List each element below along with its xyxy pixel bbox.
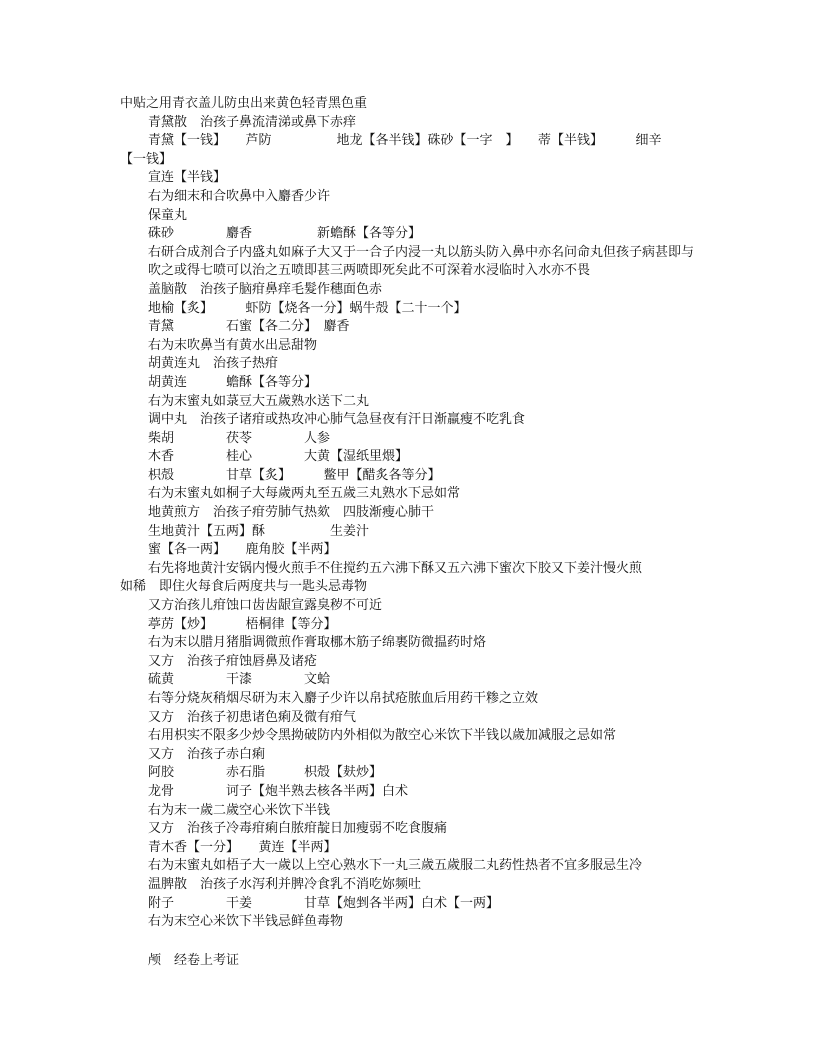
text-line: 柴胡 茯苓 人参 [148, 430, 331, 446]
text-line: 调中丸 治孩子诸疳或热攻冲心肺气急昼夜有汗日渐羸瘦不吃乳食 [148, 412, 526, 428]
text-line: 胡黄连 蟾酥【各等分】 [148, 374, 318, 390]
text-line: 右为末蜜丸如菉豆大五歲熟水送下二丸 [148, 393, 370, 409]
text-line: 生地黄汁【五两】酥 生姜汁 [148, 523, 370, 539]
text-line: 又方 治孩子赤白痢 [148, 746, 266, 762]
text-line: 又方 治孩子初患诸色痢及微有疳气 [148, 709, 357, 725]
text-line: 青黛【一钱】 芦防 地龙【各半钱】硃砂【一字 】 蒂【半钱】 细辛 [148, 133, 662, 149]
text-line: 木香 桂心 大黄【湿纸里煨】 [148, 449, 409, 465]
text-line: 右为末一歲二歲空心米饮下半钱 [148, 802, 331, 818]
text-line: 青黛 石蜜【各二分】 麝香 [148, 319, 350, 335]
document-body [120, 95, 700, 970]
text-line: 右为末吹鼻当有黄水出忌甜物 [148, 337, 318, 353]
text-line: 右为细末和合吹鼻中入麝香少许 [148, 188, 331, 204]
section-gap [120, 932, 700, 952]
text-line: 保童丸 [148, 207, 188, 223]
text-line: 青黛散 治孩子鼻流清涕或鼻下赤痒 [148, 114, 357, 130]
text-line: 右为末以腊月猪脂调微煎作膏取梛木筋子绵裹防微揾药时烙 [148, 635, 487, 651]
text-line: 右为末蜜丸如桐子大每歲两丸至五歲三丸熟水下忌如常 [148, 486, 461, 502]
text-line: 右为末空心米饮下半钱忌鲜鱼毒物 [148, 914, 344, 930]
text-line: 又方治孩儿疳蚀口齿齿龈宣露臭秽不可近 [148, 598, 383, 614]
text-line: 硫黄 干漆 文蛤 [148, 672, 331, 688]
text-line: 附子 干姜 甘草【炮剉各半两】白术【一两】 [148, 895, 500, 911]
text-line: 温脾散 治孩子水泻利并脾冷食乳不消吃妳频吐 [148, 876, 422, 892]
text-line: 右等分烧灰稍烟尽研为末入麝子少许以帛拭疮脓血后用药干糁之立效 [148, 691, 539, 706]
text-line: 胡黄连丸 治孩子热疳 [148, 356, 279, 372]
text-line: 龙骨 诃子【炮半熟去核各半两】白术 [148, 783, 409, 799]
text-line: 硃砂 麝香 新蟾酥【各等分】 [148, 226, 422, 242]
text-line: 【一钱】 [120, 151, 173, 167]
text-line: 蜜【各一两】 鹿角胶【半两】 [148, 542, 337, 558]
text-line: 右先将地黄汁安锅内慢火煎手不住搅约五六沸下酥又五六沸下蜜次下胶又下姜汁慢火煎 [148, 560, 643, 576]
text-line: 如稀 即住火每食后两度共与一匙头忌毒物 [120, 579, 368, 595]
text-line: 宣连【半钱】 [148, 170, 227, 186]
text-line: 地榆【炙】 虾防【烧各一分】蜗牛殻【二十一个】 [148, 300, 467, 316]
text-line: 葶苈【炒】 梧桐律【等分】 [148, 616, 337, 632]
text-line: 又方 治孩子冷毒疳痢白脓疳靛日加瘦弱不吃食腹痛 [148, 821, 448, 837]
text-line: 右为末蜜丸如梧子大一歲以上空心熟水下一丸三歲五歲服二丸药性热者不宜多服忌生冷 [148, 858, 643, 874]
text-line: 又方 治孩子疳蚀唇鼻及诸疮 [148, 653, 318, 669]
text-line: 青木香【一分】 黄连【半两】 [148, 839, 337, 855]
text-line: 右用枳实不限多少炒令黑拗破防内外相似为散空心米饮下半钱以歲加减服之忌如常 [148, 728, 617, 744]
text-line: 中贴之用青衣盖儿防虫出来黄色轻青黑色重 [120, 96, 368, 111]
footer-title: 颅 经卷上考证 [148, 952, 240, 968]
text-line: 右研合成剂合子内盛丸如麻子大又于一合子内浸一丸以筋头防入鼻中亦名问命丸但孩子病甚即与吹之或得七喷可以治之五喷即甚三两喷即死矣此不可深着水浸临时入水亦不畏 [148, 244, 695, 279]
text-line: 阿胶 赤石脂 枳殻【麸炒】 [148, 765, 383, 781]
text-line: 盖脑散 治孩子脑疳鼻痒毛髮作穗面色赤 [148, 281, 383, 297]
text-line: 地黄煎方 治孩子疳劳肺气热欬 四肢渐瘦心肺干 [148, 505, 435, 521]
text-line: 枳殻 甘草【炙】 鳖甲【醋炙各等分】 [148, 467, 441, 483]
